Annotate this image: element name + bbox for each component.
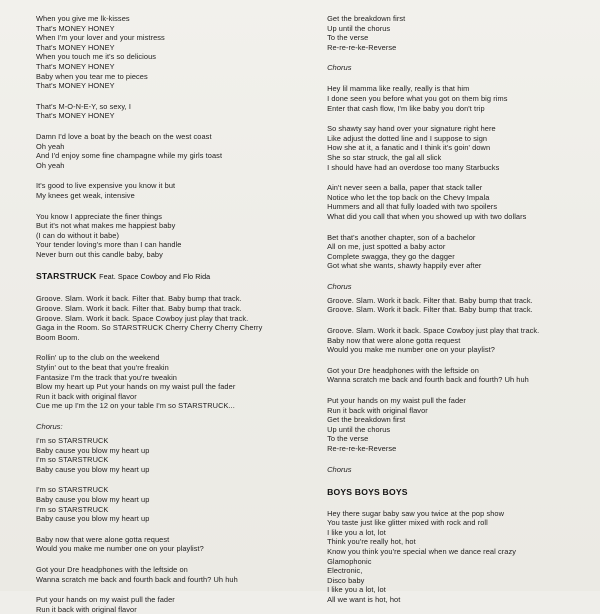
lyric-line: Would you make me number one on your playlist? [327, 345, 495, 355]
lyric-line: Baby cause you blow my heart up [36, 445, 150, 455]
lyric-line: Get the breakdown first [327, 415, 406, 425]
verse-block [327, 124, 590, 172]
verse-block [327, 326, 590, 355]
chorus-label-block [327, 282, 590, 315]
lyric-line: So shawty say hand over your signature right here [327, 124, 496, 134]
lyric-line: I'm so STARSTRUCK [36, 504, 109, 514]
lyric-line: Re-re-re-ke-Reverse [327, 42, 397, 52]
lyric-line: But it's not what makes me happiest baby [36, 221, 176, 231]
lyric-line: Blow my heart up Put your hands on my waist pull the fader [36, 382, 236, 392]
chorus-label: Chorus [327, 63, 352, 73]
lyric-line: That's M-O-N-E-Y, so sexy, I [36, 101, 131, 111]
lyric-line: Baby now that were alone gotta request [327, 335, 461, 345]
lyric-line: When I'm your lover and your mistress [36, 33, 165, 43]
lyric-line: Baby when you tear me to pieces [36, 71, 148, 81]
verse-block [36, 535, 293, 554]
lyric-line: I done seen you before what you got on them big rims [327, 93, 508, 103]
verse-block [327, 84, 590, 113]
lyric-line: Run it back with original flavor [327, 405, 428, 415]
lyric-line: Damn I'd love a boat by the beach on the west coast [36, 131, 212, 141]
song-title-block [36, 270, 293, 283]
lyric-line: Glamophonic [327, 556, 372, 566]
verse-block [36, 102, 293, 121]
lyric-line: Never burn out this candle baby, baby [36, 249, 163, 259]
lyric-line: Run it back with original flavor [36, 391, 137, 401]
lyric-line: That's MONEY HONEY [36, 111, 115, 121]
lyric-line: You know I appreciate the finer things [36, 211, 163, 221]
verse-block [36, 294, 293, 342]
verse-block [36, 132, 293, 170]
verse-block [327, 183, 590, 221]
lyric-line: Know you think you're special when we dance real crazy [327, 546, 517, 556]
lyric-line: Got what she wants, shawty happily ever after [327, 261, 482, 271]
lyric-line: Baby cause you blow my heart up [36, 514, 150, 524]
lyric-line: Groove. Slam. Work it back. Filter that. Baby bump that track. [36, 304, 242, 314]
lyric-line: Boom Boom. [36, 332, 80, 342]
lyric-line: Fantasize I'm the track that you're tweakin [36, 372, 177, 382]
lyric-line: How she at it, a fanatic and I think it's goin' down [327, 143, 491, 153]
lyric-line: When you touch me it's so delicious [36, 52, 157, 62]
verse-block [327, 366, 590, 385]
lyric-line: She so star struck, the gal all slick [327, 152, 442, 162]
lyric-line: I'm so STARSTRUCK [36, 455, 109, 465]
lyric-line: Baby cause you blow my heart up [36, 494, 150, 504]
lyric-line: Would you make me number one on your playlist? [36, 544, 204, 554]
lyric-line: Notice who let the top back on the Chevy Impala [327, 192, 490, 202]
verse-block [36, 181, 293, 200]
chorus-label: Chorus: [36, 422, 63, 431]
lyric-line: Groove. Slam. Work it back. Filter that. Baby bump that track. [327, 305, 533, 315]
verse-block [36, 595, 293, 614]
lyric-line: Hey lil mamma like really, really is that him [327, 84, 470, 94]
chorus-label-block [327, 63, 590, 73]
lyric-line: You taste just like glitter mixed with rock and roll [327, 518, 488, 528]
lyric-line: All we want is hot, hot [327, 594, 401, 604]
chorus-label: Chorus [327, 464, 352, 474]
lyric-line: Disco baby [327, 575, 365, 585]
verse-block [36, 485, 293, 523]
lyric-line: Baby cause you blow my heart up [36, 464, 150, 474]
lyric-line: Rollin' up to the club on the weekend [36, 353, 160, 363]
lyric-line: And I'd enjoy some fine champagne while my girls toast [36, 151, 223, 161]
lyric-line: Complete swagga, they go the dagger [327, 251, 455, 261]
verse-block [327, 14, 590, 52]
lyric-line: Got your Dre headphones with the leftside on [36, 564, 188, 574]
lyric-line: Oh yeah [36, 160, 65, 170]
lyric-line: Bet that's another chapter, son of a bachelor [327, 232, 476, 242]
lyric-line: I'm so STARSTRUCK [36, 436, 109, 445]
lyric-line: Stylin' out to the beat that you're freakin [36, 363, 169, 373]
lyric-line: Electronic, [327, 566, 363, 576]
lyric-line: Run it back with original flavor [36, 604, 137, 614]
lyric-line: Like adjust the dotted line and I suppose to sign [327, 133, 488, 143]
lyric-line: That's MONEY HONEY [36, 61, 115, 71]
song-featuring: Feat. Space Cowboy and Flo Rida [99, 272, 211, 282]
lyric-line: I like you a lot, lot [327, 527, 386, 537]
lyric-line: Your tender loving's more than I can handle [36, 240, 182, 250]
lyric-line: Get the breakdown first [327, 14, 406, 23]
lyric-line: Think you're really hot, hot [327, 537, 416, 547]
lyric-line: Re-re-re-ke-Reverse [327, 444, 397, 453]
lyric-line: That's MONEY HONEY [36, 23, 115, 33]
verse-block [36, 14, 293, 91]
song-title-block [327, 486, 590, 498]
lyric-line: Got your Dre headphones with the leftside on [327, 365, 479, 375]
lyric-line: My knees get weak, intensive [36, 190, 135, 200]
lyric-line: Groove. Slam. Work it back. Space Cowboy just play that track. [36, 313, 249, 323]
verse-block [327, 396, 590, 454]
lyric-line: That's MONEY HONEY [36, 42, 115, 52]
verse-block [327, 509, 590, 605]
verse-block [36, 212, 293, 260]
lyric-line: Wanna scratch me back and fourth back and fourth? Uh huh [327, 375, 529, 385]
song-title-text: STARSTRUCK [36, 271, 97, 282]
verse-block [36, 565, 293, 584]
lyric-line: Put your hands on my waist pull the fader [36, 595, 175, 605]
lyric-line: I should have had an overdose too many Starbucks [327, 162, 500, 172]
lyric-line: (I can do without it babe) [36, 230, 120, 240]
lyric-line: That's MONEY HONEY [36, 81, 115, 91]
lyric-line: Wanna scratch me back and fourth back and fourth? Uh huh [36, 574, 238, 584]
lyric-line: What did you call that when you showed up with two dollars [327, 211, 527, 221]
song-title [36, 270, 293, 283]
lyric-line: Enter that cash flow, I'm like baby you don't trip [327, 103, 485, 113]
chorus-label-block [327, 465, 590, 475]
lyric-line: Ain't never seen a balla, paper that stack taller [327, 183, 483, 193]
lyric-line: Hey there sugar baby saw you twice at the pop show [327, 508, 505, 518]
lyric-line: Gaga in the Room. So STARSTRUCK Cherry Cherry Cherry Cherry [36, 323, 263, 333]
lyric-line: When you give me lk-kisses [36, 14, 130, 23]
lyric-line: I'm so STARSTRUCK [36, 485, 109, 495]
verse-block [327, 233, 590, 271]
right-column [307, 14, 590, 604]
lyric-line: Put your hands on my waist pull the fader [327, 396, 466, 406]
lyric-line: To the verse [327, 434, 369, 444]
lyric-line: Groove. Slam. Work it back. Filter that. Baby bump that track. [327, 295, 533, 305]
chorus-label: Chorus [327, 281, 352, 291]
left-column [10, 14, 293, 614]
lyric-line: I like you a lot, lot [327, 585, 386, 595]
lyric-line: Groove. Slam. Work it back. Space Cowboy just play that track. [327, 326, 540, 336]
lyric-line: All on me, just spotted a baby actor [327, 242, 446, 252]
lyric-line: Oh yeah [36, 141, 65, 151]
lyric-line: Up until the chorus [327, 23, 391, 33]
lyric-line: Groove. Slam. Work it back. Filter that. Baby bump that track. [36, 294, 242, 304]
lyric-line: Cue me up I'm the 12 on your table I'm so STARSTRUCK... [36, 401, 235, 411]
verse-block [36, 353, 293, 411]
chorus-label-block [36, 422, 293, 474]
lyric-line: Baby now that were alone gotta request [36, 534, 170, 544]
song-title: BOYS BOYS BOYS [327, 486, 408, 497]
lyric-line: It's good to live expensive you know it but [36, 181, 176, 191]
lyric-line: To the verse [327, 33, 369, 43]
lyric-line: Hummers and all that fully loaded with two spoilers [327, 202, 498, 212]
lyric-line: Up until the chorus [327, 424, 391, 434]
